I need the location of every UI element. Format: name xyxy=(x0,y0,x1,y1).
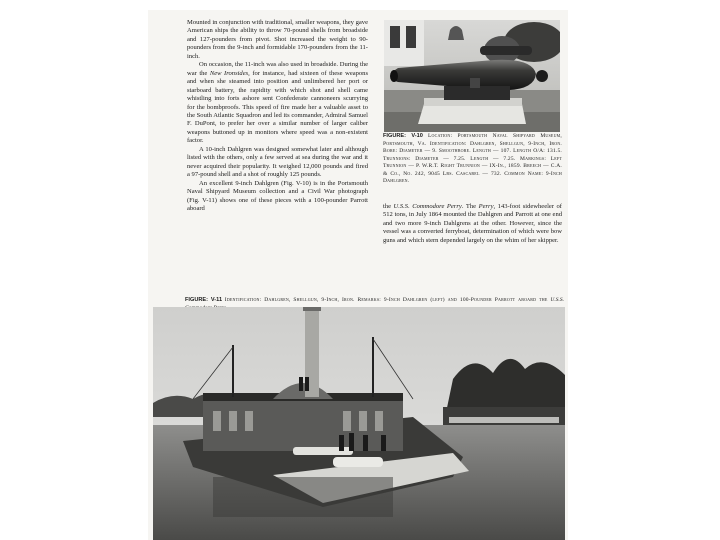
figure-label: FIGURE: V-10 xyxy=(383,133,423,139)
caption-text: Location: Portsmouth Naval Shipyard Museum, Portsmouth, Va. Identification: Dahlgren, Shellgun, 9-Inch, Iron. Bore: Diameter — 9. Smoothbore. Length — 107. Length O/A: 131.5. Trunnions: Diameter — 7.25. Length — 7.25. Markings: Left Trunnion — P. W.R.T. Right Trunnion — IX-In., 1859. Breech — C.A. & Co., No. 242, 9045 Lbs. Cascabel — 732. Common Name: 9-Inch Dahlgren. xyxy=(383,133,562,185)
caption-text: Identification: Dahlgren, Shellgun, 9-Inch, Iron. Remarks: 9-Inch Dahlgren (left) and 100-Pounder Parrott aboard the xyxy=(224,297,551,303)
text-run: , 143-foot sidewheeler of 512 tons, in July 1864 mounted the Dahlgren and Parrott at one end and two more 9-inch Dahlgrens at the other. However, since the vessel was a converted ferryboat, determination of which were bow guns and which stern depended largely on the whim of her skipper. xyxy=(383,203,562,244)
paragraph: A 10-inch Dahlgren was designed somewhat later and although listed with the others, only a few served at sea during the war and it never acquired their popularity. It weighed 12,000 pounds and fired a 97-pound shell and a shot of roughly 125 pounds. xyxy=(187,145,368,179)
text-run: , for instance, had sixteen of these weapons and when she steamed into position and unlimbered her port or starboard battery, the rapidity with which shot and shell came whistling into forts ashore sent Confederate cannoneers scurrying for the bombproofs. This speed of fire made her a valuable asset to the South Atlantic Squadron and led its commander, Admiral Samuel F. DuPont, to prefer her over a similar number of larger caliber weapons buttoned up in monitors where speed was a non-existent factor. xyxy=(187,69,369,145)
ship-photograph xyxy=(153,307,565,540)
cannon-photograph xyxy=(384,20,560,132)
ship-name-italic: New Ironsides xyxy=(209,69,249,77)
figure-label: FIGURE: V-11 xyxy=(185,297,223,303)
paragraph: An excellent 9-inch Dahlgren (Fig. V-10) is in the Portsmouth Naval Shipyard Museum collection and a Civil War photograph (Fig. V-11) shows one of these pieces with a 100-pounder Parrott aboard xyxy=(187,179,368,212)
text-run: . The xyxy=(461,203,479,210)
paragraph: Mounted in conjunction with traditional, smaller weapons, they gave American ships the ability to throw 70-pound shells from broadside and 127-pounders from pivot. Shot increased the weight to 90-pounders from the 9-inch and formidable 170-pounders from the 11-inch. xyxy=(187,19,368,60)
figure-v10-caption xyxy=(383,133,562,186)
text-run: the xyxy=(383,203,394,210)
text-run: On occasion, the 11-inch was also used in broadside. During the war the xyxy=(187,61,368,77)
ship-name-italic: Perry xyxy=(478,203,494,210)
ship-name-italic: U.S.S. xyxy=(550,297,565,303)
book-page xyxy=(148,10,568,540)
body-text-left-column xyxy=(187,19,368,213)
paragraph xyxy=(383,203,562,245)
paragraph xyxy=(187,61,368,146)
body-text-right-column xyxy=(383,203,562,245)
ship-name-italic: U.S.S. Commodore Perry xyxy=(393,203,462,210)
